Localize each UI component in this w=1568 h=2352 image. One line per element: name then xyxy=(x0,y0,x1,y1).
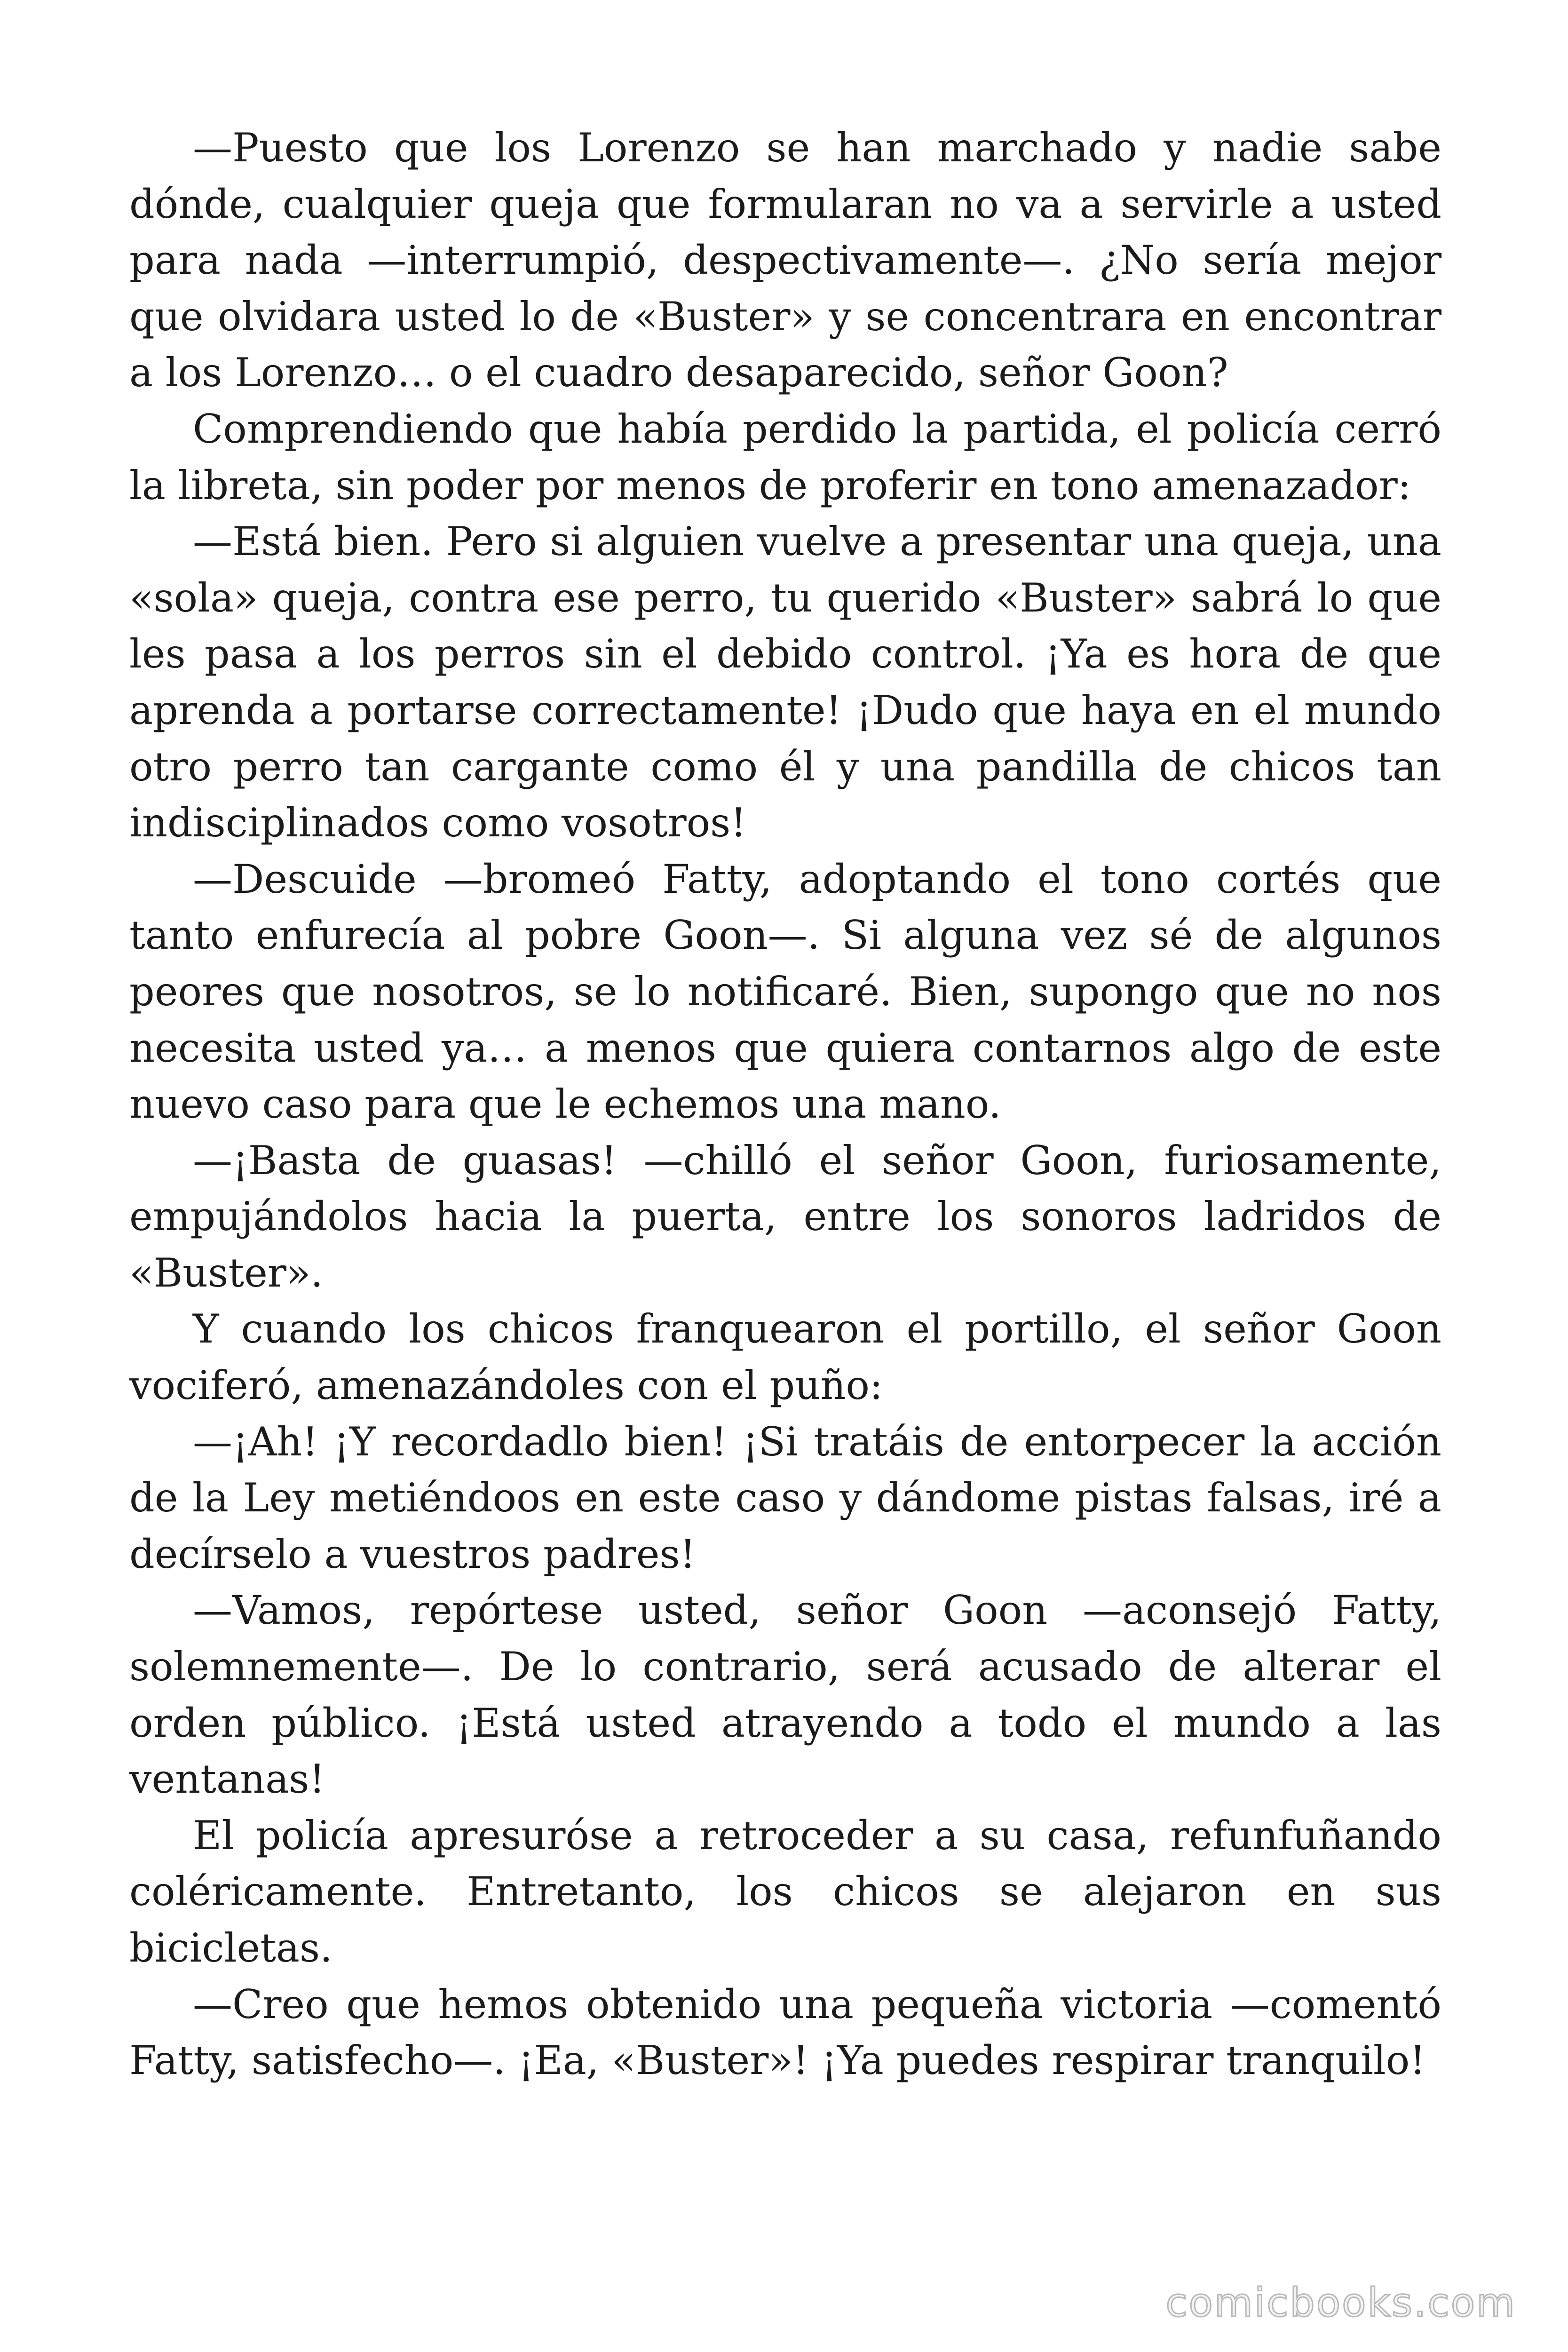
paragraph: —Descuide —bromeó Fatty, adoptando el tono cortés que tanto enfurecía al pobre Goon—. Si alguna vez sé de algunos peores que nosotros, se lo notificaré. Bien, supongo que no nos necesita usted ya… a menos que quiera contarnos algo de este nuevo caso para que le echemos una mano. xyxy=(129,856,1441,1128)
paragraph: Comprendiendo que había perdido la partida, el policía cerró la libreta, sin poder por menos de proferir en tono amenazador: xyxy=(129,405,1441,509)
paragraph: El policía apresuróse a retroceder a su casa, refunfuñando coléricamente. Entretanto, los chicos se alejaron en sus bicicletas. xyxy=(129,1812,1441,1971)
watermark: comicbooks.com xyxy=(1165,2280,1516,2326)
paragraph: —¡Basta de guasas! —chilló el señor Goon, furiosamente, empujándolos hacia la puerta, entre los sonoros ladridos de «Buster». xyxy=(129,1137,1441,1296)
paragraph: Y cuando los chicos franquearon el portillo, el señor Goon vociferó, amenazándoles con el puño: xyxy=(129,1306,1441,1409)
paragraph: —¡Ah! ¡Y recordadlo bien! ¡Si tratáis de entorpecer la acción de la Ley metiéndoos en este caso y dándome pistas falsas, iré a decírselo a vuestros padres! xyxy=(129,1418,1441,1577)
paragraph: —Puesto que los Lorenzo se han marchado y nadie sabe dónde, cualquier queja que formularan no va a servirle a usted para nada —interrumpió, despectivamente—. ¿No sería mejor que olvidara usted lo de «Buster» y se concentrara en encontrar a los Lorenzo… o el cuadro desaparecido, señor Goon? xyxy=(129,125,1441,396)
paragraph: —Vamos, repórtese usted, señor Goon —aconsejó Fatty, solemnemente—. De lo contrario, será acusado de alterar el orden público. ¡Está usted atrayendo a todo el mundo a las ventanas! xyxy=(129,1587,1441,1803)
paragraph: —Creo que hemos obtenido una pequeña victoria —comentó Fatty, satisfecho—. ¡Ea, «Buster»! ¡Ya puedes respirar tranquilo! xyxy=(129,1981,1441,2084)
paragraph: —Está bien. Pero si alguien vuelve a presentar una queja, una «sola» queja, contra ese perro, tu querido «Buster» sabrá lo que les pasa a los perros sin el debido control. ¡Ya es hora de que aprenda a portarse correctamente! ¡Dudo que haya en el mundo otro perro tan cargante como él y una pandilla de chicos tan indisciplinados como vosotros! xyxy=(129,518,1441,846)
page-body xyxy=(129,120,1441,2089)
